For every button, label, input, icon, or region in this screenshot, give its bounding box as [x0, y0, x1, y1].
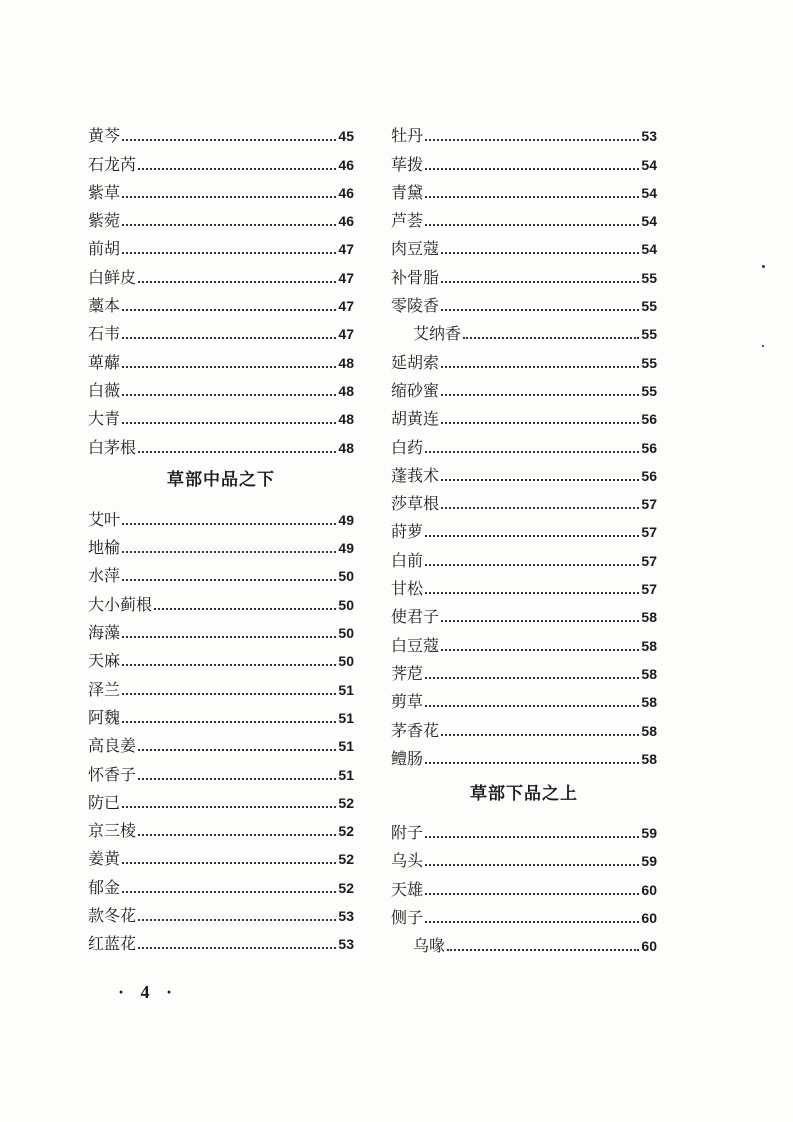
entry-name: 白茅根: [88, 437, 137, 457]
entry-name: 附子: [391, 823, 424, 843]
right-column: [391, 118, 657, 956]
entry-name: 高良姜: [88, 736, 137, 756]
leader-dots: [122, 224, 336, 226]
toc-entry[interactable]: [88, 146, 354, 174]
toc-entry[interactable]: [88, 700, 354, 728]
leader-dots: [122, 806, 336, 808]
entry-name: 藁本: [88, 296, 121, 316]
entry-name: 京三棱: [88, 821, 137, 841]
leader-dots: [425, 762, 639, 764]
leader-dots: [441, 252, 639, 254]
toc-entry[interactable]: [391, 542, 657, 570]
entry-page: 48: [338, 382, 354, 399]
toc-entry[interactable]: [391, 458, 657, 486]
left-group2: [88, 502, 354, 955]
leader-dots: [441, 281, 639, 283]
entry-page: 48: [338, 411, 354, 428]
toc-entry[interactable]: [88, 203, 354, 231]
toc-entry[interactable]: [391, 843, 657, 871]
entry-name: 防已: [88, 792, 121, 812]
entry-name: 红蓝花: [88, 934, 137, 954]
leader-dots: [138, 834, 336, 836]
leader-dots: [441, 507, 639, 509]
entry-name: 大小蓟根: [88, 594, 153, 614]
leader-dots: [122, 394, 336, 396]
toc-entry[interactable]: [391, 118, 657, 146]
toc-entry[interactable]: [391, 203, 657, 231]
toc-entry[interactable]: [88, 643, 354, 671]
toc-entry[interactable]: [391, 656, 657, 684]
entry-page: 46: [338, 184, 354, 201]
entry-name: 地榆: [88, 538, 121, 558]
scan-speck: [762, 265, 765, 268]
leader-dots: [425, 224, 639, 226]
entry-page: 49: [338, 511, 354, 528]
leader-dots: [122, 309, 336, 311]
leader-dots: [441, 649, 639, 651]
toc-entry[interactable]: [391, 712, 657, 740]
entry-name: 白薇: [88, 380, 121, 400]
entry-name: 乌喙: [413, 936, 446, 956]
entry-page: 45: [338, 128, 354, 145]
leader-dots: [122, 252, 336, 254]
toc-entry[interactable]: [391, 146, 657, 174]
toc-entry[interactable]: [88, 756, 354, 784]
entry-page: 54: [641, 241, 657, 258]
leader-dots: [425, 921, 639, 923]
toc-entry[interactable]: [88, 118, 354, 146]
toc-entry[interactable]: [88, 316, 354, 344]
leader-dots: [425, 451, 639, 453]
entry-name: 延胡索: [391, 352, 440, 372]
entry-page: 54: [641, 156, 657, 173]
entry-name: 乌头: [391, 851, 424, 871]
entry-name: 茅香花: [391, 720, 440, 740]
entry-name: 芦荟: [391, 211, 424, 231]
leader-dots: [122, 139, 336, 141]
section-heading: 草部下品之上: [470, 783, 578, 803]
entry-page: 51: [338, 709, 354, 726]
page-number: · 4 ·: [118, 982, 179, 1002]
entry-page: 50: [338, 568, 354, 585]
entry-name: 款冬花: [88, 906, 137, 926]
leader-dots: [122, 579, 336, 581]
toc-entry[interactable]: [88, 898, 354, 926]
entry-name: 泽兰: [88, 679, 121, 699]
left-group1: [88, 118, 354, 458]
entry-name: 莳萝: [391, 522, 424, 542]
leader-dots: [441, 394, 639, 396]
entry-name: 天麻: [88, 651, 121, 671]
entry-name: 青黛: [391, 182, 424, 202]
entry-name: 萆薢: [88, 352, 121, 372]
entry-name: 鳢肠: [391, 748, 424, 768]
leader-dots: [122, 636, 336, 638]
entry-page: 55: [641, 354, 657, 371]
toc-entry[interactable]: [391, 175, 657, 203]
toc-entry[interactable]: [88, 785, 354, 813]
leader-dots: [425, 836, 639, 838]
entry-page: 57: [641, 581, 657, 598]
entry-name: 怀香子: [88, 764, 137, 784]
entry-page: 52: [338, 879, 354, 896]
entry-name: 前胡: [88, 239, 121, 259]
leader-dots: [122, 664, 336, 666]
entry-page: 54: [641, 184, 657, 201]
toc-entry[interactable]: [391, 231, 657, 259]
leader-dots: [425, 677, 639, 679]
left-column: [88, 118, 354, 954]
entry-page: 51: [338, 681, 354, 698]
entry-page: 47: [338, 241, 354, 258]
toc-entry[interactable]: [88, 344, 354, 372]
leader-dots: [425, 168, 639, 170]
toc-entry[interactable]: [88, 530, 354, 558]
entry-name: 艾纳香: [413, 324, 462, 344]
entry-page: 58: [641, 750, 657, 767]
toc-entry[interactable]: [88, 259, 354, 287]
entry-name: 缩砂蜜: [391, 380, 440, 400]
entry-page: 58: [641, 722, 657, 739]
entry-name: 剪草: [391, 692, 424, 712]
entry-page: 55: [641, 298, 657, 315]
entry-page: 58: [641, 637, 657, 654]
leader-dots: [441, 479, 639, 481]
entry-name: 荠苨: [391, 663, 424, 683]
entry-page: 56: [641, 411, 657, 428]
entry-name: 胡黄连: [391, 409, 440, 429]
toc-entry[interactable]: [391, 288, 657, 316]
leader-dots: [447, 949, 639, 951]
entry-page: 46: [338, 213, 354, 230]
leader-dots: [441, 309, 639, 311]
leader-dots: [122, 891, 336, 893]
leader-dots: [122, 366, 336, 368]
entry-name: 艾叶: [88, 509, 121, 529]
toc-entry[interactable]: [391, 429, 657, 457]
toc-entry[interactable]: [88, 813, 354, 841]
entry-page: 59: [641, 825, 657, 842]
entry-page: 57: [641, 496, 657, 513]
leader-dots: [122, 721, 336, 723]
entry-name: 使君子: [391, 607, 440, 627]
toc-entry[interactable]: [391, 815, 657, 843]
entry-name: 白豆蔻: [391, 635, 440, 655]
entry-page: 58: [641, 609, 657, 626]
leader-dots: [441, 620, 639, 622]
entry-name: 紫草: [88, 182, 121, 202]
toc-entry[interactable]: [88, 586, 354, 614]
entry-page: 47: [338, 269, 354, 286]
entry-page: 58: [641, 694, 657, 711]
entry-page: 60: [641, 910, 657, 927]
toc-entry[interactable]: [88, 373, 354, 401]
entry-page: 50: [338, 625, 354, 642]
toc-entry[interactable]: [88, 288, 354, 316]
entry-page: 56: [641, 467, 657, 484]
entry-name: 石龙芮: [88, 154, 137, 174]
toc-entry[interactable]: [391, 871, 657, 899]
toc-entry[interactable]: [88, 231, 354, 259]
entry-page: 48: [338, 439, 354, 456]
toc-entry[interactable]: [391, 344, 657, 372]
entry-page: 51: [338, 738, 354, 755]
leader-dots: [425, 564, 639, 566]
toc-entry[interactable]: [391, 401, 657, 429]
leader-dots: [122, 337, 336, 339]
leader-dots: [425, 592, 639, 594]
entry-page: 48: [338, 354, 354, 371]
entry-page: 50: [338, 653, 354, 670]
entry-page: 60: [641, 881, 657, 898]
entry-page: 53: [641, 128, 657, 145]
entry-page: 60: [641, 938, 657, 955]
toc-entry-sub[interactable]: [391, 316, 657, 344]
leader-dots: [463, 337, 639, 339]
entry-name: 姜黄: [88, 849, 121, 869]
entry-name: 水萍: [88, 566, 121, 586]
entry-page: 56: [641, 439, 657, 456]
entry-page: 53: [338, 908, 354, 925]
entry-page: 54: [641, 213, 657, 230]
leader-dots: [441, 734, 639, 736]
entry-name: 黄芩: [88, 126, 121, 146]
leader-dots: [122, 551, 336, 553]
leader-dots: [425, 893, 639, 895]
toc-entry[interactable]: [88, 502, 354, 530]
toc-entry[interactable]: [88, 401, 354, 429]
entry-page: 52: [338, 851, 354, 868]
entry-page: 52: [338, 794, 354, 811]
leader-dots: [138, 947, 336, 949]
leader-dots: [441, 422, 639, 424]
entry-name: 大青: [88, 409, 121, 429]
toc-entry[interactable]: [88, 869, 354, 897]
leader-dots: [425, 864, 639, 866]
entry-page: 53: [338, 936, 354, 953]
entry-name: 荜拨: [391, 154, 424, 174]
entry-name: 零陵香: [391, 296, 440, 316]
entry-name: 海藻: [88, 623, 121, 643]
leader-dots: [122, 523, 336, 525]
leader-dots: [138, 168, 336, 170]
entry-name: 白前: [391, 550, 424, 570]
toc-entry[interactable]: [391, 627, 657, 655]
entry-page: 59: [641, 853, 657, 870]
toc-entry-sub[interactable]: [391, 928, 657, 956]
leader-dots: [425, 196, 639, 198]
entry-page: 49: [338, 540, 354, 557]
toc-entry[interactable]: [88, 926, 354, 954]
entry-name: 白药: [391, 437, 424, 457]
leader-dots: [122, 693, 336, 695]
leader-dots: [138, 451, 336, 453]
toc-entry[interactable]: [391, 684, 657, 712]
entry-page: 57: [641, 552, 657, 569]
toc-entry[interactable]: [88, 841, 354, 869]
toc-entry[interactable]: [391, 599, 657, 627]
entry-page: 57: [641, 524, 657, 541]
toc-entry[interactable]: [88, 728, 354, 756]
entry-page: 50: [338, 596, 354, 613]
entry-page: 55: [641, 382, 657, 399]
section-heading: 草部中品之下: [167, 469, 275, 489]
entry-page: 47: [338, 326, 354, 343]
toc-entry[interactable]: [391, 373, 657, 401]
entry-name: 补骨脂: [391, 267, 440, 287]
toc-entry[interactable]: [88, 429, 354, 457]
entry-page: 58: [641, 665, 657, 682]
toc-entry[interactable]: [391, 486, 657, 514]
leader-dots: [425, 535, 639, 537]
toc-entry[interactable]: [88, 558, 354, 586]
leader-dots: [122, 196, 336, 198]
entry-name: 紫菀: [88, 211, 121, 231]
entry-page: 51: [338, 766, 354, 783]
entry-name: 甘松: [391, 579, 424, 599]
leader-dots: [138, 919, 336, 921]
leader-dots: [138, 281, 336, 283]
toc-entry[interactable]: [88, 175, 354, 203]
entry-page: 46: [338, 156, 354, 173]
toc-entry[interactable]: [391, 900, 657, 928]
leader-dots: [154, 608, 336, 610]
entry-name: 侧子: [391, 908, 424, 928]
entry-name: 阿魏: [88, 707, 121, 727]
entry-page: 47: [338, 298, 354, 315]
toc-entry[interactable]: [391, 741, 657, 769]
entry-name: 莎草根: [391, 494, 440, 514]
leader-dots: [138, 778, 336, 780]
leader-dots: [441, 366, 639, 368]
leader-dots: [122, 862, 336, 864]
right-group1: [391, 118, 657, 769]
toc-entry[interactable]: [391, 514, 657, 542]
entry-name: 郁金: [88, 877, 121, 897]
entry-page: 55: [641, 326, 657, 343]
toc-entry[interactable]: [88, 671, 354, 699]
toc-entry[interactable]: [391, 259, 657, 287]
entry-name: 天雄: [391, 879, 424, 899]
entry-page: 55: [641, 269, 657, 286]
scan-speck: [762, 345, 764, 347]
entry-name: 石韦: [88, 324, 121, 344]
entry-name: 蓬莪术: [391, 465, 440, 485]
leader-dots: [122, 422, 336, 424]
right-group2: [391, 815, 657, 956]
toc-entry[interactable]: [391, 571, 657, 599]
entry-name: 肉豆蔻: [391, 239, 440, 259]
leader-dots: [425, 139, 639, 141]
leader-dots: [138, 749, 336, 751]
leader-dots: [425, 705, 639, 707]
entry-name: 白鲜皮: [88, 267, 137, 287]
entry-name: 牡丹: [391, 126, 424, 146]
entry-page: 52: [338, 823, 354, 840]
toc-entry[interactable]: [88, 615, 354, 643]
